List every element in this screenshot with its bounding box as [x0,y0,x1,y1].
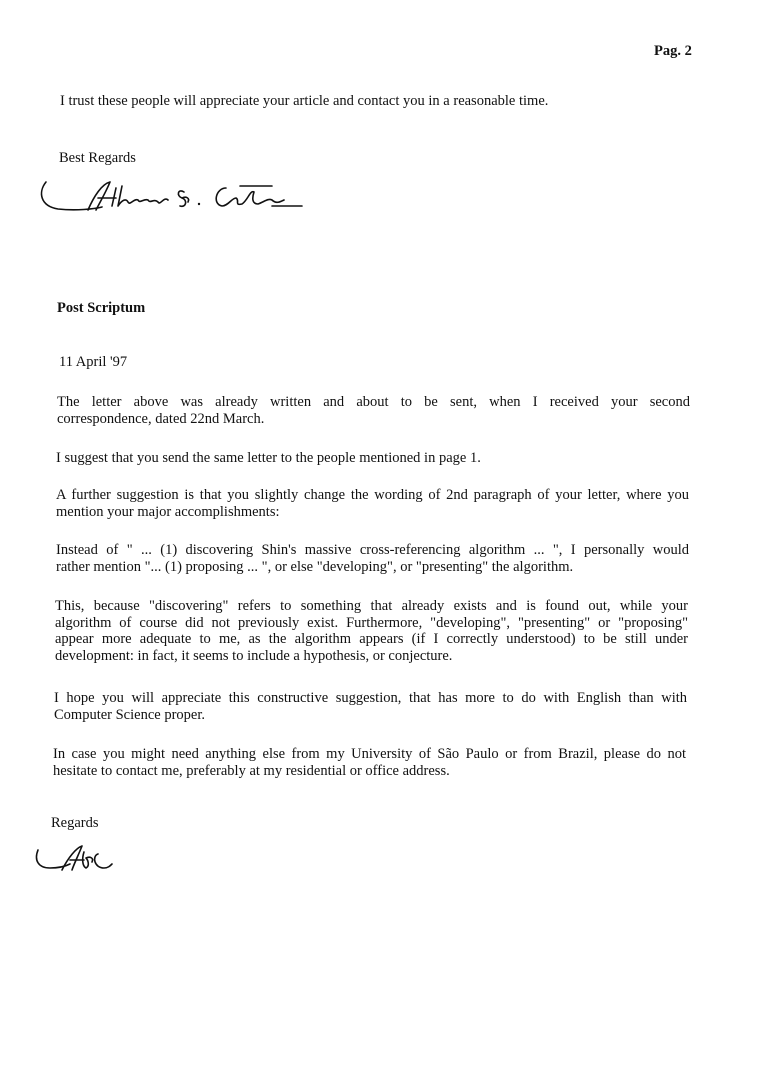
ps-p3-line-1: A further suggestion is that you slightly change the wording of 2nd paragraph of your letter, where you [56,487,689,503]
ps-p4-line-2: rather mention "... (1) proposing ... ", or else "developing", or "presenting" the algorithm. [56,558,574,575]
ps-paragraph-3 [56,487,689,520]
ps-p1-line-1: The letter above was already written and about to be sent, when I received your second [57,394,690,410]
ps-paragraph-7 [53,746,686,779]
ps-paragraph-6 [54,690,687,723]
ps-p7-line-2: hesitate to contact me, preferably at my residential or office address. [53,762,450,779]
initials-signature [32,840,116,876]
ps-p6-line-1: I hope you will appreciate this constructive suggestion, that has more to do with English than with [54,690,687,706]
page-number: Pag. 2 [654,43,692,59]
intro-paragraph: I trust these people will appreciate your article and contact you in a reasonable time. [60,93,549,109]
ps-paragraph-5 [55,598,688,664]
post-scriptum-heading: Post Scriptum [57,300,146,316]
closing-regards: Regards [51,815,99,831]
ps-p7-line-1: In case you might need anything else from my University of São Paulo or from Brazil, please do not [53,746,686,762]
ps-p4-line-1: Instead of " ... (1) discovering Shin's massive cross-referencing algorithm ... ", I personally would [56,542,689,558]
ps-paragraph-1 [57,394,690,427]
ps-p5-line-4: development: in fact, it seems to include a hypothesis, or conjecture. [55,647,453,664]
closing-best-regards: Best Regards [59,150,136,166]
signature [36,176,306,218]
ps-p3-line-2: mention your major accomplishments: [56,503,280,520]
ps-paragraph-4 [56,542,689,575]
ps-p6-line-2: Computer Science proper. [54,706,205,723]
ps-p5-line-2: algorithm of course did not previously exist. Furthermore, "developing", "presenting" or "proposing" [55,614,688,631]
ps-p5-line-1: This, because "discovering" refers to something that already exists and is found out, while your [55,598,688,614]
ps-date: 11 April '97 [59,354,128,370]
ps-paragraph-2: I suggest that you send the same letter to the people mentioned in page 1. [56,450,481,466]
ps-p5-line-3: appear more adequate to me, as the algorithm appears (if I correctly understood) to be still under [55,631,688,647]
ps-p1-line-2: correspondence, dated 22nd March. [57,410,265,427]
